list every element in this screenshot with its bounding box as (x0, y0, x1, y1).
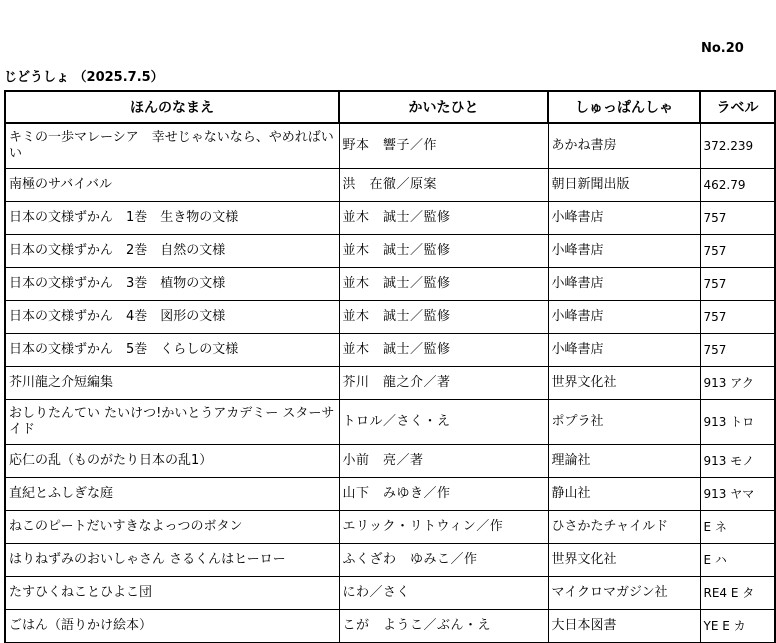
book-publisher: ポプラ社 (548, 400, 700, 445)
book-publisher: あかね書房 (548, 123, 700, 169)
table-row (5, 169, 775, 202)
table-row (5, 445, 775, 478)
book-label: RE4 E タ (700, 577, 775, 610)
book-author: ふくざわ ゆみこ／作 (339, 544, 548, 577)
book-title: 南極のサバイバル (5, 169, 339, 202)
book-label: E ハ (700, 544, 775, 577)
book-label: 913 ヤマ (700, 478, 775, 511)
table-row (5, 202, 775, 235)
book-title: たすひくねことひよこ団 (5, 577, 339, 610)
book-title: ねこのピートだいすきなよっつのボタン (5, 511, 339, 544)
list-title: じどうしょ （2025.7.5） (4, 70, 164, 85)
book-label: 913 トロ (700, 400, 775, 445)
table-row (5, 544, 775, 577)
book-author: 芥川 龍之介／著 (339, 367, 548, 400)
book-label: 757 (700, 334, 775, 367)
book-label: 913 アク (700, 367, 775, 400)
book-publisher: 世界文化社 (548, 367, 700, 400)
book-author: 山下 みゆき／作 (339, 478, 548, 511)
book-author: トロル／さく・え (339, 400, 548, 445)
book-publisher: 朝日新聞出版 (548, 169, 700, 202)
book-publisher: 小峰書店 (548, 202, 700, 235)
book-author: 並木 誠士／監修 (339, 301, 548, 334)
book-title: 日本の文様ずかん 3巻 植物の文様 (5, 268, 339, 301)
table-row (5, 123, 775, 169)
book-title: 日本の文様ずかん 2巻 自然の文様 (5, 235, 339, 268)
book-author: 並木 誠士／監修 (339, 334, 548, 367)
book-author: 小前 亮／著 (339, 445, 548, 478)
book-label: 372.239 (700, 123, 775, 169)
column-header-title: ほんのなまえ (5, 91, 339, 123)
book-title: キミの一歩マレーシア 幸せじゃないなら、やめればいい (5, 123, 339, 169)
table-row (5, 367, 775, 400)
book-author: 洪 在徹／原案 (339, 169, 548, 202)
book-publisher: ひさかたチャイルド (548, 511, 700, 544)
table-row (5, 268, 775, 301)
book-title: 応仁の乱（ものがたり日本の乱1） (5, 445, 339, 478)
book-label: 757 (700, 268, 775, 301)
book-publisher: 理論社 (548, 445, 700, 478)
book-author: 野本 響子／作 (339, 123, 548, 169)
table-row (5, 334, 775, 367)
book-title: はりねずみのおいしゃさん さるくんはヒーロー (5, 544, 339, 577)
book-label: 462.79 (700, 169, 775, 202)
book-label: YE E カ (700, 610, 775, 643)
book-publisher: 小峰書店 (548, 235, 700, 268)
table-header-row (5, 91, 775, 123)
book-title: 日本の文様ずかん 5巻 くらしの文様 (5, 334, 339, 367)
table-row (5, 400, 775, 445)
table-row (5, 235, 775, 268)
table-row (5, 511, 775, 544)
book-publisher: 小峰書店 (548, 334, 700, 367)
column-header-label: ラベル (700, 91, 775, 123)
book-label: 757 (700, 235, 775, 268)
book-title: 日本の文様ずかん 1巻 生き物の文様 (5, 202, 339, 235)
book-publisher: 静山社 (548, 478, 700, 511)
table-row (5, 610, 775, 643)
list-number: No.20 (701, 41, 744, 56)
book-label: E ネ (700, 511, 775, 544)
book-title: 芥川龍之介短編集 (5, 367, 339, 400)
table-row (5, 478, 775, 511)
column-header-author: かいたひと (339, 91, 548, 123)
book-label: 913 モノ (700, 445, 775, 478)
book-title: 直紀とふしぎな庭 (5, 478, 339, 511)
book-publisher: 小峰書店 (548, 268, 700, 301)
book-publisher: 世界文化社 (548, 544, 700, 577)
table-row (5, 301, 775, 334)
book-author: 並木 誠士／監修 (339, 268, 548, 301)
book-title: ごはん（語りかけ絵本） (5, 610, 339, 643)
column-header-publisher: しゅっぱんしゃ (548, 91, 700, 123)
book-label: 757 (700, 202, 775, 235)
book-publisher: マイクロマガジン社 (548, 577, 700, 610)
book-author: こが ようこ／ぶん・え (339, 610, 548, 643)
book-title: 日本の文様ずかん 4巻 図形の文様 (5, 301, 339, 334)
book-label: 757 (700, 301, 775, 334)
book-title: おしりたんてい たいけつ!かいとうアカデミー スターサイド (5, 400, 339, 445)
book-publisher: 大日本図書 (548, 610, 700, 643)
book-list-table (4, 90, 776, 643)
book-publisher: 小峰書店 (548, 301, 700, 334)
book-author: 並木 誠士／監修 (339, 202, 548, 235)
table-row (5, 577, 775, 610)
book-author: にわ／さく (339, 577, 548, 610)
book-author: 並木 誠士／監修 (339, 235, 548, 268)
book-author: エリック・リトウィン／作 (339, 511, 548, 544)
